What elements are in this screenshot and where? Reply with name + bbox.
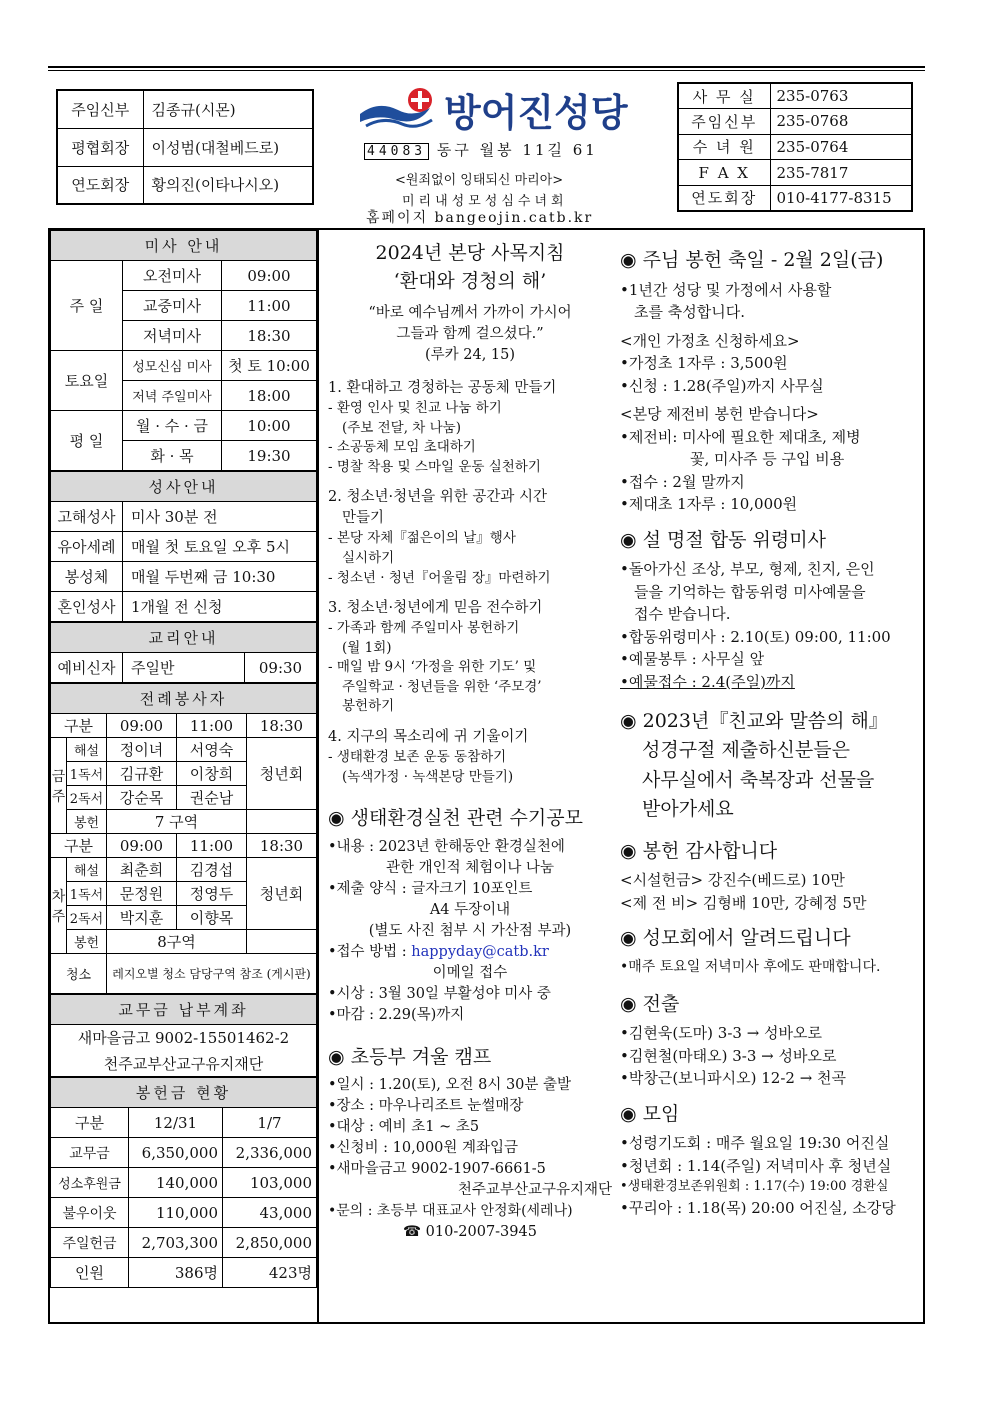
row-label: 주일헌금 xyxy=(51,1228,129,1258)
col-head: 11:00 xyxy=(176,834,246,858)
nuns: 미리내성모성심수녀회 xyxy=(402,194,568,209)
left-column xyxy=(50,230,319,1322)
camp-title: ◉ 초등부 겨울 캠프 xyxy=(328,1045,492,1068)
value: 43,000 xyxy=(223,1198,317,1228)
doctrine-table xyxy=(50,622,317,683)
thanks-line: <시설헌금> 강진수(베드로) 10만 xyxy=(620,871,845,890)
col-head: 09:00 xyxy=(107,834,177,858)
point-item: (주보 전달, 차 나눔) xyxy=(342,419,461,436)
point-item: (녹색가정 · 녹색본당 만들기) xyxy=(342,768,514,785)
eco-line: •시상 : 3월 30일 부활성야 미사 중 xyxy=(328,985,551,1002)
memorial-line: •합동위령미사 : 2.10(토) 09:00, 11:00 xyxy=(620,627,891,646)
col-head: 1/7 xyxy=(223,1108,317,1138)
meeting-line: •청년회 : 1.14(주일) 저녁미사 후 청년실 xyxy=(620,1156,892,1175)
eco-title: ◉ 생태환경실천 관련 수기공모 xyxy=(328,807,583,830)
servers-table xyxy=(50,683,317,994)
label: 주임신부 xyxy=(57,90,143,128)
mass-name: 월 · 수 · 금 xyxy=(123,411,222,441)
value: 2,336,000 xyxy=(223,1138,317,1168)
camp-line: •새마을금고 9002-1907-6661-5 xyxy=(328,1161,546,1178)
address: 동구 월봉 11길 61 xyxy=(436,141,598,159)
move-title: ◉ 전출 xyxy=(620,992,680,1015)
point-item: - 생태환경 보존 운동 동참하기 xyxy=(328,748,507,765)
eco-line: •내용 : 2023년 한해동안 환경실천에 xyxy=(328,838,565,855)
point-item: - 명찰 착용 및 스마일 운동 실천하기 xyxy=(328,458,541,475)
right-column xyxy=(620,240,920,1219)
mass-time: 첫 토 10:00 xyxy=(222,351,317,381)
col-head: 구분 xyxy=(51,1108,129,1138)
doctrine-label: 예비신자 xyxy=(51,653,123,683)
value: 110,000 xyxy=(129,1198,223,1228)
candle-line: •신청 : 1.28(주일)까지 사무실 xyxy=(620,376,824,395)
value: 010-4177-8315 xyxy=(770,185,912,211)
this-week-label: 금주 xyxy=(51,738,67,834)
clergy-table xyxy=(56,89,314,205)
camp-line: 천주교부산교구유지재단 xyxy=(457,1182,612,1199)
thanks-line: <제 전 비> 김형배 10만, 강혜정 5만 xyxy=(620,893,867,912)
point-item: 봉헌하기 xyxy=(342,698,395,715)
middle-column xyxy=(328,240,612,1243)
sacrament-label: 봉성체 xyxy=(51,562,123,592)
weekday-label: 평 일 xyxy=(51,411,123,471)
col-head: 12/31 xyxy=(129,1108,223,1138)
label: F A X xyxy=(678,160,770,186)
candle-line: 초를 축성합니다. xyxy=(634,303,745,321)
offering-title: 봉헌금 현황 xyxy=(51,1078,317,1108)
name: 이창희 xyxy=(176,762,246,786)
offering-table xyxy=(50,1077,317,1288)
saturday-label: 토요일 xyxy=(51,351,123,411)
role: 봉헌 xyxy=(67,930,107,954)
role: 1독서 xyxy=(67,882,107,906)
eco-line: A4 두장이내 xyxy=(429,901,511,918)
memorial-line: •예물접수 : 2.4(주일)까지 xyxy=(620,672,795,691)
mass-name: 화 · 목 xyxy=(123,441,222,471)
clean-value: 레지오별 청소 담당구역 참조 (게시판) xyxy=(107,954,317,994)
bible-line: ◉ 2023년『친교와 말씀의 해』 xyxy=(620,710,888,732)
candle-line: <개인 가정초 신청하세요> xyxy=(620,331,800,350)
mass-title: 미사 안내 xyxy=(51,231,317,261)
point-item: - 가족과 함께 주일미사 봉헌하기 xyxy=(328,620,520,637)
next-week-label: 차주 xyxy=(51,858,67,954)
value: 103,000 xyxy=(223,1168,317,1198)
value: 6,350,000 xyxy=(129,1138,223,1168)
label: 주임신부 xyxy=(678,109,770,135)
role: 해설 xyxy=(67,858,107,882)
account-holder: 천주교부산교구유지재단 xyxy=(51,1051,317,1077)
top-rule xyxy=(48,66,925,68)
point-item: (월 1회) xyxy=(342,639,392,656)
row-label: 교무금 xyxy=(51,1138,129,1168)
eco-line: •마감 : 2.29(목)까지 xyxy=(328,1006,465,1023)
account-number: 새마을금고 9002-15501462-2 xyxy=(51,1025,317,1051)
quote-source: (루카 24, 15) xyxy=(424,347,516,364)
guideline-subtitle: ‘환대와 경청의 해’ xyxy=(393,269,547,292)
youth-label: 청년회 xyxy=(247,738,317,810)
move-line: •김현욱(도마) 3-3 → 성바오로 xyxy=(620,1024,822,1043)
sacrament-label: 고해성사 xyxy=(51,502,123,532)
point-title: 1. 환대하고 경청하는 공동체 만들기 xyxy=(328,380,557,397)
sacrament-label: 혼인성사 xyxy=(51,592,123,622)
candle-line: •가정초 1자루 : 3,500원 xyxy=(620,354,788,372)
value: 황의진(이타나시오) xyxy=(143,166,313,204)
phone-table xyxy=(677,82,913,212)
top-rule-thin xyxy=(48,70,925,71)
role: 1독서 xyxy=(67,762,107,786)
mass-time: 18:30 xyxy=(222,321,317,351)
point-item: - 청소년 · 청년『어울림 장』마련하기 xyxy=(328,569,551,586)
account-table xyxy=(50,994,317,1077)
mary-title: ◉ 성모회에서 알려드립니다 xyxy=(620,927,851,950)
mass-name: 저녁 주일미사 xyxy=(123,381,222,411)
move-line: •김현철(마태오) 3-3 → 성바오로 xyxy=(620,1046,837,1065)
address-line xyxy=(364,139,598,160)
value: 423명 xyxy=(223,1258,317,1288)
point-title: 만들기 xyxy=(342,510,385,527)
mass-table xyxy=(50,230,317,471)
name: 강순목 xyxy=(107,786,177,810)
memorial-line: 들을 기억하는 합동위령 미사예물을 xyxy=(634,582,866,601)
name: 이향목 xyxy=(176,906,246,930)
name: 정이녀 xyxy=(107,738,177,762)
camp-line: •문의 : 초등부 대표교사 안정화(세레나) xyxy=(328,1203,573,1220)
eco-line: 이메일 접수 xyxy=(432,964,508,981)
account-title: 교무금 납부계좌 xyxy=(51,995,317,1025)
point-title: 2. 청소년·청년을 위한 공간과 시간 xyxy=(328,489,547,506)
meeting-line: •성령기도회 : 매주 월요일 19:30 어진실 xyxy=(620,1134,890,1153)
youth-label: 청년회 xyxy=(247,858,317,930)
mass-time: 09:00 xyxy=(222,261,317,291)
mass-time: 11:00 xyxy=(222,291,317,321)
doctrine-time: 09:30 xyxy=(245,653,317,683)
church-logo xyxy=(358,86,438,130)
value: 235-0764 xyxy=(770,134,912,160)
memorial-line: 접수 받습니다. xyxy=(634,605,731,623)
eco-line: 관한 개인적 체험이나 나눔 xyxy=(386,859,554,876)
camp-phone: ☎ 010-2007-3945 xyxy=(403,1223,537,1240)
name: 서영숙 xyxy=(176,738,246,762)
sacrament-table xyxy=(50,471,317,622)
label: 수 녀 원 xyxy=(678,134,770,160)
label: 평협회장 xyxy=(57,128,143,166)
name: 최춘희 xyxy=(107,858,177,882)
offer-area: 8구역 xyxy=(107,930,247,954)
candle-line: •제전비: 미사에 필요한 제대초, 제병 xyxy=(620,427,861,446)
role: 2독서 xyxy=(67,786,107,810)
col-head: 09:00 xyxy=(107,714,177,738)
label: 연도회장 xyxy=(57,166,143,204)
col-head: 18:30 xyxy=(247,834,317,858)
sunday-label: 주 일 xyxy=(51,261,123,351)
candle-line: •제대초 1자루 : 10,000원 xyxy=(620,495,798,513)
value: 김종규(시몬) xyxy=(143,90,313,128)
point-item: 주일학교 · 청년들을 위한 ‘주모경’ xyxy=(342,678,542,695)
doctrine-value: 주일반 xyxy=(123,653,245,683)
name: 문정원 xyxy=(107,882,177,906)
bible-line: 성경구절 제출하신분들은 xyxy=(642,739,850,762)
value: 2,850,000 xyxy=(223,1228,317,1258)
church-name: 방어진성당 xyxy=(444,91,628,135)
candle-title: ◉ 주님 봉헌 축일 - 2월 2일(금) xyxy=(620,249,884,271)
candle-line: 꽃, 미사주 등 구입 비용 xyxy=(690,450,845,468)
value: 235-7817 xyxy=(770,160,912,186)
name: 김경섭 xyxy=(176,858,246,882)
name: 정영두 xyxy=(176,882,246,906)
mass-name: 오전미사 xyxy=(123,261,222,291)
sacrament-value: 매월 두번째 금 10:30 xyxy=(123,562,317,592)
value: 140,000 xyxy=(129,1168,223,1198)
mass-name: 저녁미사 xyxy=(123,321,222,351)
clean-label: 청소 xyxy=(51,954,107,994)
eco-line: (별도 사진 첨부 시 가산점 부과) xyxy=(368,922,572,939)
bible-line: 받아가세요 xyxy=(642,798,734,821)
value: 2,703,300 xyxy=(129,1228,223,1258)
col-head: 11:00 xyxy=(176,714,246,738)
offer-area: 7 구역 xyxy=(107,810,247,834)
point-title: 4. 지구의 목소리에 귀 기울이기 xyxy=(328,728,529,745)
camp-line: •신청비 : 10,000원 계좌입금 xyxy=(328,1140,519,1157)
label: 연도회장 xyxy=(678,185,770,211)
guideline-title: 2024년 본당 사목지침 xyxy=(375,242,565,264)
camp-line: •일시 : 1.20(토), 오전 8시 30분 출발 xyxy=(328,1077,572,1094)
email-link[interactable]: happyday@catb.kr xyxy=(411,943,549,960)
point-item: - 환영 인사 및 친교 나눔 하기 xyxy=(328,400,502,417)
thanks-title: ◉ 봉헌 감사합니다 xyxy=(620,839,778,862)
candle-line: •접수 : 2월 말까지 xyxy=(620,472,745,491)
value: 235-0768 xyxy=(770,109,912,135)
sacrament-value: 매월 첫 토요일 오후 5시 xyxy=(123,532,317,562)
col-head: 구분 xyxy=(51,714,107,738)
role: 2독서 xyxy=(67,906,107,930)
homepage: 홈페이지 bangeojin.catb.kr xyxy=(366,210,594,226)
camp-line: •장소 : 마우나리조트 눈썰매장 xyxy=(328,1098,524,1115)
sacrament-value: 1개월 전 신청 xyxy=(123,592,317,622)
meeting-line: •꾸리아 : 1.18(목) 20:00 어진실, 소강당 xyxy=(620,1198,896,1217)
role: 봉헌 xyxy=(67,810,107,834)
mass-time: 10:00 xyxy=(222,411,317,441)
point-item: - 본당 자체『젊은이의 날』행사 xyxy=(328,530,516,547)
main-frame xyxy=(48,228,925,1324)
mass-time: 19:30 xyxy=(222,441,317,471)
value: 386명 xyxy=(129,1258,223,1288)
motto: <원죄없이 잉태되신 마리아> xyxy=(395,173,564,188)
memorial-line: •예물봉투 : 사무실 앞 xyxy=(620,650,765,668)
row-label: 인원 xyxy=(51,1258,129,1288)
memorial-line: •돌아가신 조상, 부모, 형제, 친지, 은인 xyxy=(620,560,875,578)
point-item: - 매일 밤 9시 ‘가정을 위한 기도’ 및 xyxy=(328,659,537,676)
mass-time: 18:00 xyxy=(222,381,317,411)
bible-line: 사무실에서 축복장과 선물을 xyxy=(642,768,875,791)
col-head: 18:30 xyxy=(247,714,317,738)
row-label: 성소후원금 xyxy=(51,1168,129,1198)
sacrament-label: 유아세례 xyxy=(51,532,123,562)
role: 해설 xyxy=(67,738,107,762)
camp-line: •대상 : 예비 초1 ~ 초5 xyxy=(328,1119,480,1136)
meeting-title: ◉ 모임 xyxy=(620,1102,680,1125)
candle-line: •1년간 성당 및 가정에서 사용할 xyxy=(620,280,832,299)
mary-line: •매주 토요일 저녁미사 후에도 판매합니다. xyxy=(620,958,881,975)
point-title: 3. 청소년·청년에게 믿음 전수하기 xyxy=(328,600,543,617)
point-item: 실시하기 xyxy=(342,550,395,566)
postcode: 44083 xyxy=(364,143,429,160)
mass-name: 교중미사 xyxy=(123,291,222,321)
sacrament-value: 미사 30분 전 xyxy=(123,502,317,532)
point-item: - 소공동체 모임 초대하기 xyxy=(328,439,476,456)
col-head: 구분 xyxy=(51,834,107,858)
sacrament-title: 성사안내 xyxy=(51,472,317,502)
name: 김규환 xyxy=(107,762,177,786)
quote-line: “바로 예수님께서 가까이 가시어 xyxy=(368,305,572,322)
doctrine-title: 교리안내 xyxy=(51,623,317,653)
value: 235-0763 xyxy=(770,83,912,109)
value: 이성범(대철베드로) xyxy=(143,128,313,166)
move-line: •박창근(보니파시오) 12-2 → 천곡 xyxy=(620,1069,847,1088)
label: 사 무 실 xyxy=(678,83,770,109)
memorial-title: ◉ 설 명절 합동 위령미사 xyxy=(620,528,826,551)
eco-line xyxy=(328,942,612,963)
name: 권순남 xyxy=(176,786,246,810)
candle-line: <본당 제전비 봉헌 받습니다> xyxy=(620,405,819,423)
meeting-line: •생태환경보존위원회 : 1.17(수) 19:00 경환실 xyxy=(620,1179,889,1195)
row-label: 불우이웃 xyxy=(51,1198,129,1228)
name: 박지훈 xyxy=(107,906,177,930)
quote-line: 그들과 함께 걸으셨다.” xyxy=(396,326,544,343)
servers-title: 전례봉사자 xyxy=(51,684,317,714)
mass-name: 성모신심 미사 xyxy=(123,351,222,381)
eco-line: •제출 양식 : 글자크기 10포인트 xyxy=(328,880,533,897)
eco-label: •접수 방법 : xyxy=(328,943,412,960)
